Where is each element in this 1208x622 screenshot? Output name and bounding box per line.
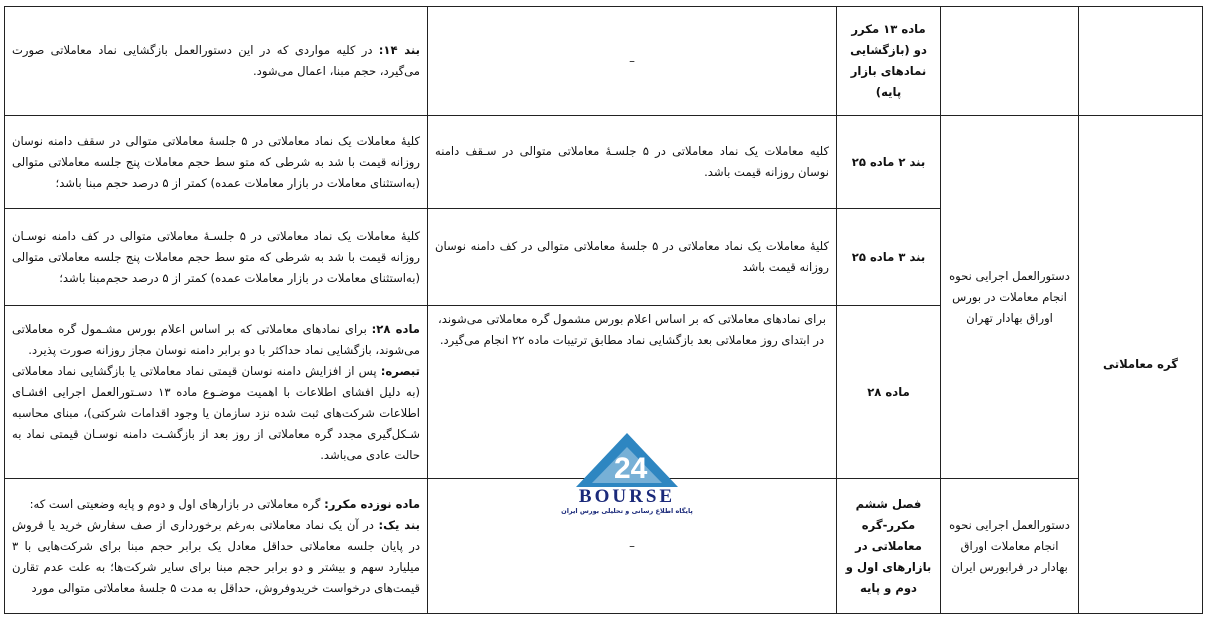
regulation-cell: دستورالعمل اجرایی نحوه انجام معاملات در بورس اوراق بهادار تهران <box>941 116 1079 479</box>
article-cell: بند ۲ ماده ۲۵ <box>837 116 941 209</box>
clause-label: ماده نوزده مکرر: <box>324 496 420 511</box>
comparison-table <box>4 6 1203 614</box>
article-cell: ماده ۲۸ <box>837 306 941 479</box>
clause-label: بند یک: <box>378 517 420 532</box>
new-text-cell: کلیهٔ معاملات یک نماد معاملاتی در ۵ جلسهٔ معاملاتی متوالی در سقف دامنه نوسان روزانه قیمت با شد به شرطی که متو سط حجم معاملات پنج جلسه معاملاتی متوالی (به‌استثنای معاملات در بازار معاملات عمده) کمتر از ۵ درصد حجم مبنا باشد؛ <box>5 116 428 209</box>
article-cell: فصل ششم مکرر-گره معاملاتی در بازارهای اول و دوم و پایه <box>837 479 941 614</box>
bourse-logo-icon <box>552 431 702 489</box>
topic-cell: گره معاملاتی <box>1079 116 1203 614</box>
new-text-cell <box>5 479 428 614</box>
article-cell: بند ۳ ماده ۲۵ <box>837 209 941 306</box>
clause-text: گره معاملاتی در بازارهای اول و دوم و پایه وضعیتی است که: <box>29 496 325 511</box>
note-label: تبصره: <box>380 363 420 378</box>
svg-text:24: 24 <box>614 452 648 485</box>
table-row <box>5 116 1203 209</box>
old-text-cell: کلیهٔ معاملات یک نماد معاملاتی در ۵ جلسهٔ معاملاتی متوالی در کف دامنه نوسان روزانه قیمت باشد <box>428 209 837 306</box>
old-text-cell: کلیه معاملات یک نماد معاملاتی در ۵ جلسـهٔ معاملاتی متوالی در سـقف دامنه نوسان روزانه قیمت باشد. <box>428 116 837 209</box>
regulation-cell-empty <box>941 7 1079 116</box>
old-text-cell: برای نمادهای معاملاتی که بر اساس اعلام بورس مشمول گره معاملاتی می‌شوند، در ابتدای روز معاملاتی بعد بازگشایی نماد مطابق ترتیبات ماده ۲۲ انجام می‌گیرد. <box>428 306 837 479</box>
clause-text: در آن یک نماد معاملاتی به‌رغم برخورداری از صف سفارش خرید یا فروش در پایان جلسه معاملاتی حداقل معادل یک برابر حجم مبنا برای شرکت‌هایی با ۳ میلیارد سهم و بیشتر و دو برابر حجم مبنا برای سایر شرکت‌ها؛ به علت عدم تقارن قیمت‌های درخواست خریدوفروش، حداقل به مدت ۵ جلسهٔ معاملاتی متوالی مورد <box>12 517 420 595</box>
clause-text: برای نمادهای معاملاتی که بر اساس اعلام بورس مشـمول گره معاملاتی می‌شوند، بازگشایی نماد حداکثر با دو برابر دامنه نوسان مجاز روزانه صورت پذیرد. <box>12 321 420 357</box>
regulation-cell: دستورالعمل اجرایی نحوه انجام معاملات اوراق بهادار در فرابورس ایران <box>941 479 1079 614</box>
clause-label: بند ۱۴: <box>378 43 420 57</box>
old-text-cell: – <box>428 479 837 614</box>
clause-text: در کلیه مواردی که در این دستورالعمل بازگشایی نماد معاملاتی صورت می‌گیرد، حجم مبنا، اعمال می‌شود. <box>12 43 420 78</box>
new-text-cell: کلیهٔ معاملات یک نماد معاملاتی در ۵ جلسـهٔ معاملاتی متوالی در کف دامنه نوسـان روزانه قیمت با شد به شرطی که متو سط حجم معاملات پنج جلسه معاملاتی متوالی (به‌استثنای معاملات در بازار معاملات عمده) کمتر از ۵ درصد حجم‌مبنا باشد؛ <box>5 209 428 306</box>
article-cell: ماده ۱۳ مکرر دو (بازگشایی نمادهای بازار پایه) <box>837 7 941 116</box>
logo-word: BOURSE <box>578 486 676 507</box>
new-text-cell <box>5 306 428 479</box>
old-text-cell: – <box>428 7 837 116</box>
logo-tagline: پایگاه اطلاع رسانی و تحلیلی بورس ایران <box>561 507 693 515</box>
topic-cell-empty <box>1079 7 1203 116</box>
new-text-cell <box>5 7 428 116</box>
note-text: پس از افزایش دامنه نوسان قیمتی نماد معاملاتی یا بازگشایی نماد معاملاتی (به دلیل افشای اطلاعات با اهمیت موضـوع ماده ۱۳ دسـتورالعمل اجرایی افشـای اطلاعات شرکت‌های ثبت شده نزد سازمان یا وجود اقدامات شرکتی)، مبنای محاسبه شـکل‌گیری مجدد گره معاملاتی از روز بعد از بازگشـت دامنه نوسـان قیمتی نماد به حالت عادی می‌باشد. <box>12 363 420 462</box>
table-row <box>5 7 1203 116</box>
clause-label: ماده ۲۸: <box>371 321 420 336</box>
bourse-logo <box>552 431 702 521</box>
